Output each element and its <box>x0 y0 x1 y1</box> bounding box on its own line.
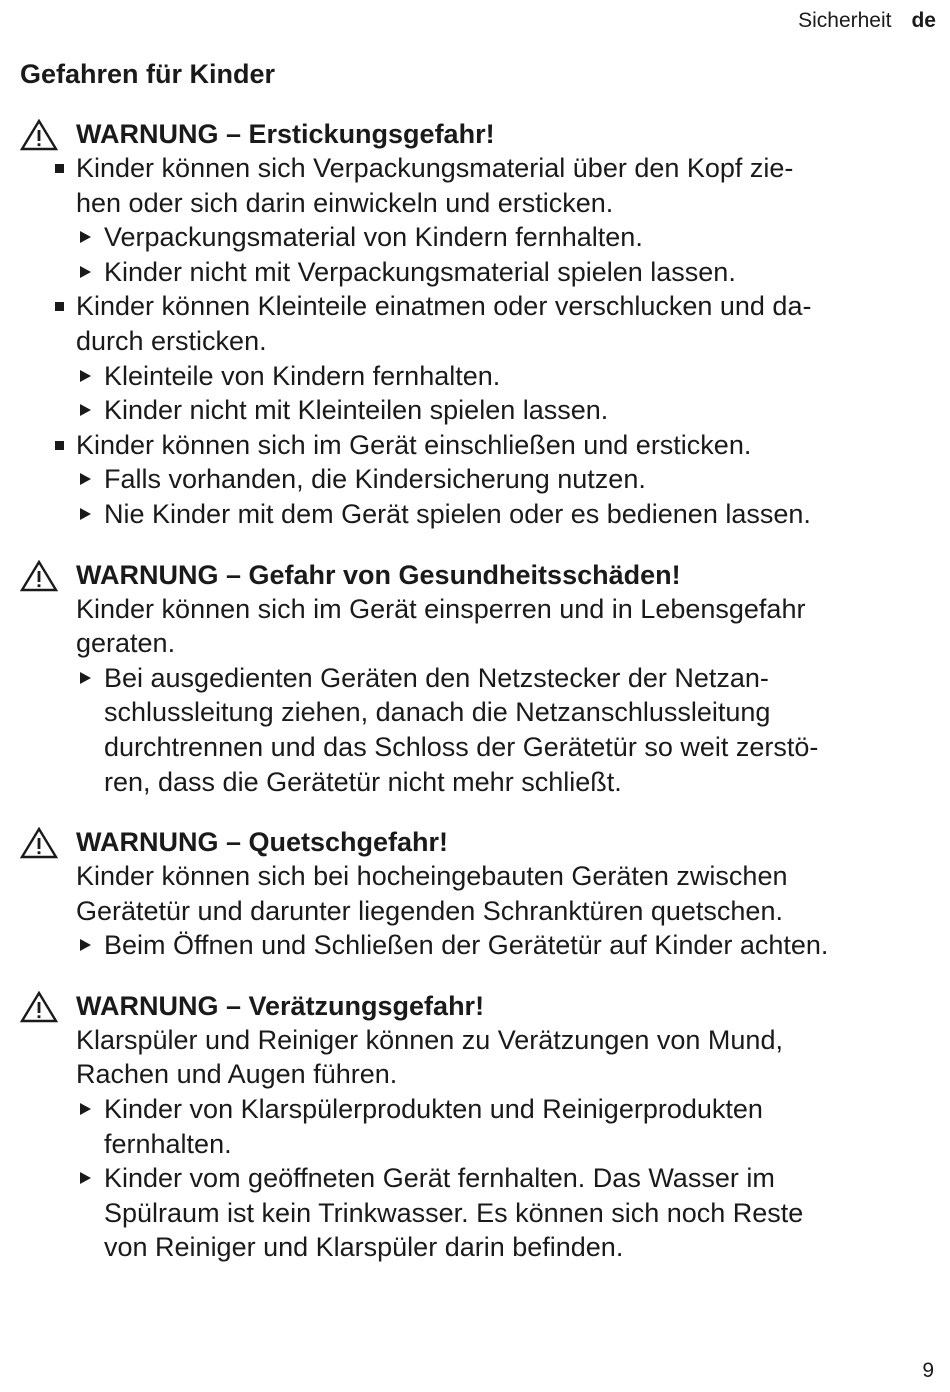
instruction-step: Kinder von Klarspülerprodukten und Reinigerprodukten <box>20 1092 938 1127</box>
warning-suffocation <box>20 117 938 532</box>
instruction-step: Kleinteile von Kindern fernhalten. <box>20 359 938 394</box>
arrow-right-icon <box>80 473 91 485</box>
warning-heading-text: WARNUNG – Verätzungsgefahr! <box>76 990 485 1021</box>
instruction-step-continuation: durchtrennen und das Schloss der Gerätetür so weit zerstö- <box>104 731 819 762</box>
arrow-right-icon <box>80 404 91 416</box>
list-item: Kinder können Kleinteile einatmen oder verschlucken und da- <box>20 289 938 324</box>
instruction-step-continuation: Spülraum ist kein Trinkwasser. Es können sich noch Reste <box>104 1197 804 1228</box>
instruction-step: Kinder nicht mit Verpackungsmaterial spielen lassen. <box>20 255 938 290</box>
arrow-right-icon <box>80 508 91 520</box>
warning-triangle-icon <box>20 991 58 1023</box>
square-bullet-icon <box>55 302 64 311</box>
paragraph-line: Gerätetür und darunter liegenden Schranktüren quetschen. <box>76 895 783 926</box>
warning-crushing <box>20 825 938 963</box>
instruction-step: Nie Kinder mit dem Gerät spielen oder es bedienen lassen. <box>20 497 938 532</box>
arrow-right-icon <box>80 939 91 951</box>
warning-chemical-burns <box>20 989 938 1265</box>
arrow-right-icon <box>80 672 91 684</box>
arrow-right-icon <box>80 1103 91 1115</box>
warning-heading-text: WARNUNG – Gefahr von Gesundheitsschäden! <box>76 559 681 590</box>
list-item-continuation: durch ersticken. <box>76 325 267 356</box>
paragraph-line: Kinder können sich im Gerät einsperren und in Lebensgefahr <box>76 593 806 624</box>
instruction-step-continuation: fernhalten. <box>104 1128 232 1159</box>
instruction-step: Beim Öffnen und Schließen der Gerätetür auf Kinder achten. <box>20 928 938 963</box>
page-header <box>798 8 936 34</box>
instruction-step-continuation: schlussleitung ziehen, danach die Netzanschlussleitung <box>104 697 771 728</box>
arrow-right-icon <box>80 1172 91 1184</box>
warning-heading <box>20 558 938 592</box>
instruction-step: Kinder vom geöffneten Gerät fernhalten. Das Wasser im <box>20 1161 938 1196</box>
warning-heading <box>20 989 938 1023</box>
warning-heading-text: WARNUNG – Erstickungsgefahr! <box>76 119 495 149</box>
page-title: Gefahren für Kinder <box>20 59 276 89</box>
warning-triangle-icon <box>20 119 58 151</box>
page-content <box>20 57 938 1291</box>
warning-heading-text: WARNUNG – Quetschgefahr! <box>76 827 449 858</box>
arrow-right-icon <box>80 266 91 278</box>
warning-triangle-icon <box>20 827 58 859</box>
arrow-right-icon <box>80 231 91 243</box>
warning-health-damage <box>20 558 938 800</box>
warning-heading <box>20 825 938 859</box>
instruction-step-continuation: von Reiniger und Klarspüler darin befinden. <box>104 1232 624 1263</box>
list-item: Kinder können sich Verpackungsmaterial über den Kopf zie- <box>20 151 938 186</box>
instruction-step: Verpackungsmaterial von Kindern fernhalten. <box>20 220 938 255</box>
instruction-step-continuation: ren, dass die Gerätetür nicht mehr schließt. <box>104 766 622 797</box>
list-item: Kinder können sich im Gerät einschließen und ersticken. <box>20 428 938 463</box>
language-code: de <box>911 9 936 32</box>
paragraph-line: geraten. <box>76 628 176 659</box>
warning-heading <box>20 117 938 151</box>
paragraph-line: Kinder können sich bei hocheingebauten Geräten zwischen <box>76 861 788 892</box>
warning-triangle-icon <box>20 560 58 592</box>
paragraph-line: Rachen und Augen führen. <box>76 1059 398 1090</box>
list-item-continuation: hen oder sich darin einwickeln und ersticken. <box>76 187 614 218</box>
paragraph-line: Klarspüler und Reiniger können zu Verätzungen von Mund, <box>76 1024 783 1055</box>
square-bullet-icon <box>55 441 64 450</box>
instruction-step: Bei ausgedienten Geräten den Netzstecker der Netzan- <box>20 661 938 696</box>
instruction-step: Kinder nicht mit Kleinteilen spielen lassen. <box>20 393 938 428</box>
instruction-step: Falls vorhanden, die Kindersicherung nutzen. <box>20 462 938 497</box>
section-name: Sicherheit <box>798 9 892 32</box>
arrow-right-icon <box>80 370 91 382</box>
page-number: 9 <box>922 1359 934 1382</box>
square-bullet-icon <box>55 164 64 173</box>
